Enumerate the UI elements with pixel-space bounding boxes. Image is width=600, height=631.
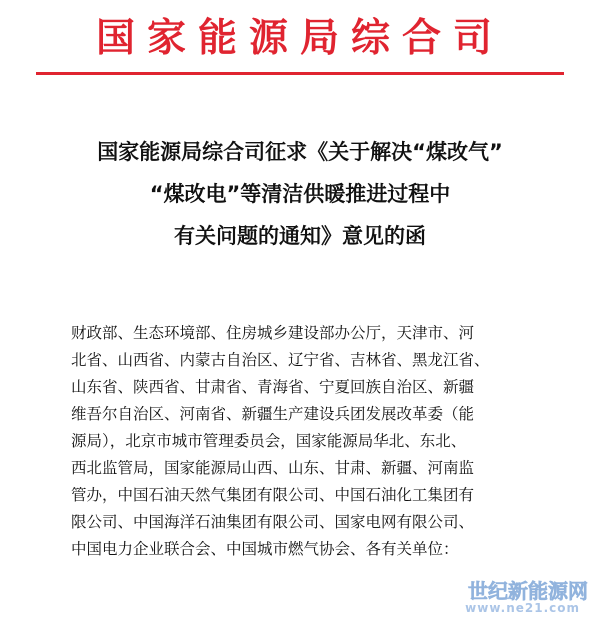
watermark-url: www.ne21.com: [465, 601, 580, 615]
body-line-1: 财政部、生态环境部、住房城乡建设部办公厅，天津市、河: [71, 324, 475, 342]
watermark-title: 世纪新能源网: [468, 579, 588, 603]
site-watermark: [438, 575, 588, 623]
masthead-divider: [36, 72, 564, 75]
body-line-4: 维吾尔自治区、河南省、新疆生产建设兵团发展改革委（能: [71, 405, 475, 423]
body-line-9: 中国电力企业联合会、中国城市燃气协会、各有关单位：: [71, 540, 459, 558]
body-line-6: 西北监管局，国家能源局山西、山东、甘肃、新疆、河南监: [71, 459, 475, 477]
document-title: [0, 138, 600, 264]
body-line-7: 管办，中国石油天然气集团有限公司、中国石油化工集团有: [71, 486, 475, 504]
masthead-title: 国家能源局综合司: [95, 15, 504, 61]
title-line-2: “煤改电”等清洁供暖推进过程中: [149, 182, 451, 206]
body-line-2: 北省、山西省、内蒙古自治区、辽宁省、吉林省、黑龙江省、: [71, 351, 490, 369]
body-line-8: 限公司、中国海洋石油集团有限公司、国家电网有限公司、: [71, 513, 475, 531]
body-line-5: 源局），北京市城市管理委员会，国家能源局华北、东北、: [71, 432, 467, 450]
title-line-1: 国家能源局综合司征求《关于解决“煤改气”: [97, 140, 503, 164]
body-line-3: 山东省、陕西省、甘肃省、青海省、宁夏回族自治区、新疆: [71, 378, 475, 396]
title-line-3: 有关问题的通知》意见的函: [174, 224, 426, 248]
recipients-paragraph: [71, 321, 551, 564]
